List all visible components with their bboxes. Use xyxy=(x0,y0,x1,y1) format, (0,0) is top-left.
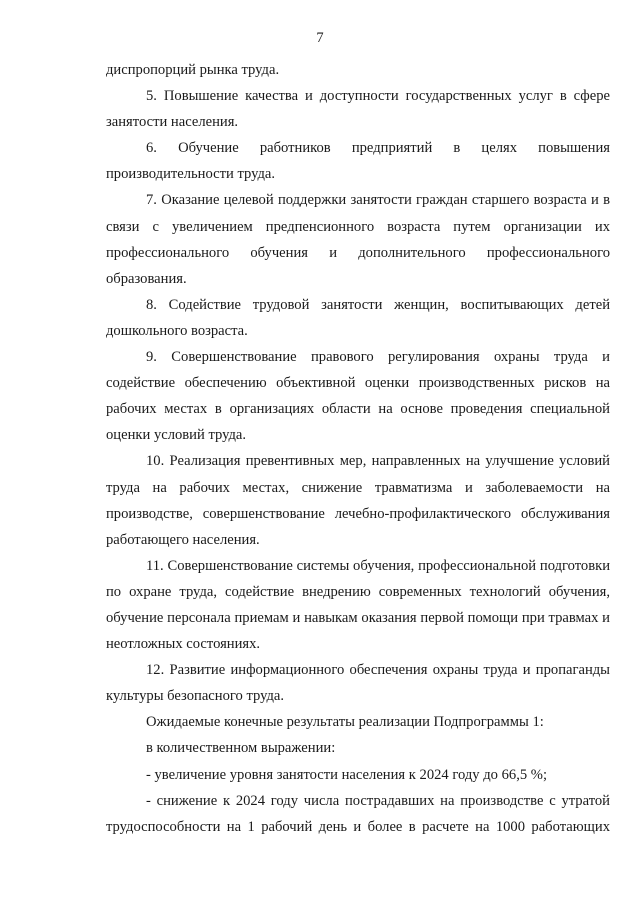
page-number: 7 xyxy=(316,30,324,46)
paragraph-quantitative: в количественном выражении: xyxy=(146,740,336,757)
paragraph-item-5: 5. Повышение качества и доступности государственных услуг в сфере занятости населения. xyxy=(106,88,610,131)
paragraph-item-7: 7. Оказание целевой поддержки занятости граждан старшего возраста и в связи с увеличением предпенсионного возраста путем организации их профессионального обучения и дополнительного профессионального образования. xyxy=(106,192,610,287)
paragraph-item-6: 6. Обучение работников предприятий в целях повышения производительности труда. xyxy=(106,140,610,183)
paragraph-item-12: 12. Развитие информационного обеспечения охраны труда и пропаганды культуры безопасного труда. xyxy=(106,662,610,705)
paragraph-employment-level: - увеличение уровня занятости населения к 2024 году до 66,5 %; xyxy=(146,766,547,783)
document-body xyxy=(106,57,610,840)
paragraph-continuation: диспропорций рынка труда. xyxy=(106,62,280,78)
paragraph-item-8: 8. Содействие трудовой занятости женщин, воспитывающих детей дошкольного возраста. xyxy=(106,296,610,339)
paragraph-item-11: 11. Совершенствование системы обучения, профессиональной подготовки по охране труда, содействие внедрению современных технологий обучения, обучение персонала приемам и навыкам оказания первой помощи при травмах и неотложных состояниях. xyxy=(106,557,610,653)
paragraph-expected-results: Ожидаемые конечные результаты реализации Подпрограммы 1: xyxy=(146,714,544,731)
paragraph-item-10: 10. Реализация превентивных мер, направленных на улучшение условий труда на рабочих местах, снижение травматизма и заболеваемости на производстве, совершенствование лечебно-профилактического обслуживания работающего населения. xyxy=(106,453,610,548)
paragraph-item-9: 9. Совершенствование правового регулирования охраны труда и содействие обеспечению объективной оценки производственных рисков на рабочих местах в организациях области на основе проведения специальной оценки условий труда. xyxy=(106,349,610,444)
paragraph-injury-reduction: - снижение к 2024 году числа пострадавших на производстве с утратой трудоспособности на 1 рабочий день и более в расчете на 1000 работающих xyxy=(106,792,610,835)
